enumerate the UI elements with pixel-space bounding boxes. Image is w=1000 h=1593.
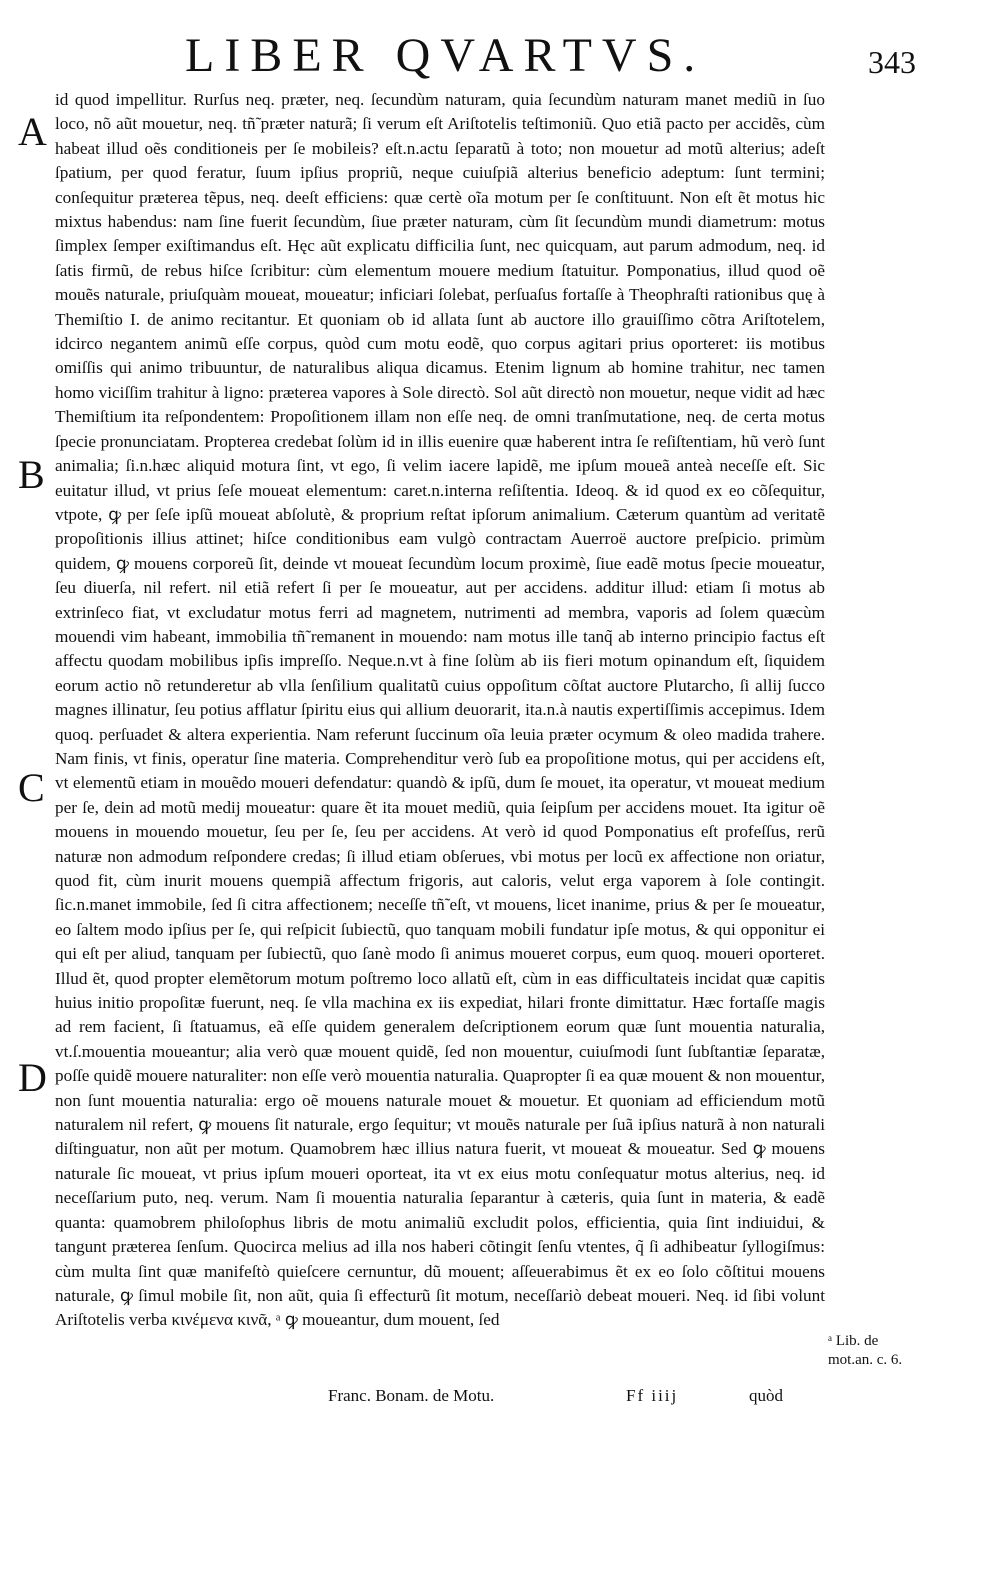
signature-mark: Ff iiij bbox=[626, 1386, 679, 1405]
running-title: LIBER QVARTVS. bbox=[185, 29, 706, 82]
margin-marker-b: B bbox=[18, 452, 45, 497]
body-text: id quod impellitur. Rurſus neq. præter, neq. ſecundùm naturam, quia ſecundùm naturam manet mediũ in ſuo loco, nõ aũt mouetur, neq. tñ̃ præter naturã; ſi verum eſt Ariſtotelis teſtimoniũ. Quo etiã pacto per accidẽs, cùm habeat illud oẽs conditioneis per ſe mobileis? eſt.n.actu ſeparatũ à toto; non mouetur ad motũ alterius; adeſt ſpatium, per quod feratur, ſuum ipſius propriũ, neque cuiuſpiã alterius beneficio adeptum: ſunt termini; conſequitur præterea tẽpus, neq. deeſt efficiens: quæ certè oĩa motum per ſe conſtituunt. Non eſt ẽt motus hic mixtus habendus: nam ſine fuerit ſecundùm, ſiue præter naturam, cùm ſit ſecundùm mundi diametrum: motus ſimplex ſemper exiſtimandus eſt. Hęc aũt explicatu difficilia ſunt, nec quicquam, aut parum admodum, neq. id ſatis firmũ, de rebus hiſce ſcribitur: cùm elementum mouere medium ſtatuitur. Pomponatius, illud quod oẽ mouẽs naturale, priuſquàm moueat, moueatur; inficiari ſolebat, perſuaſus fortaſſe à Theophraſti rationibus quę à Themiſtio I. de animo recitantur. Et quoniam ob id allata ſunt ab auctore illo grauiſſimo cõtra Ariſtotelem, idcirco negantem animũ eſſe corpus, quòd cum motu eodẽ, quo corpus agitari prius oporteret: iis motibus omiſſis qui animo tribuuntur, de naturalibus aliqua dicamus. Etenim lignum ab homine trahitur, nec tamen homo viciſſim trahitur à ligno: præterea vapores à Sole directò. Sol aũt directò non mouetur, neque vidit ad hæc Themiſtium ita reſpondentem: Propoſitionem illam non eſſe neq. de omni tranſmutatione, neq. de certa motus ſpecie pronunciatam. Propterea credebat ſolùm id in illis euenire quæ haberent intra ſe reſiſtentiam, hũ verò ſunt animalia; ſi.n.hæc aliquid motura ſint, vt ego, ſi velim iacere lapidẽ, me ipſum moueã anteà neceſſe eſt. Sic euitatur illud, vt prius ſeſe moueat elementum: caret.n.interna reſiſtentia. Ideoq. & id quod ex eo cõſequitur, vtpote, ꝙ per ſeſe ipſũ moueat abſolutè, & proprium reſtat ipſorum animalium. Cæterum quantùm ad veritatẽ propoſitionis illius attinet; hiſce conditionibus eam vulgò contractam Auerroë auctore preſpicio. primùm quidem, ꝙ mouens corporeũ ſit, deinde vt moueat ſecundùm locum proximè, ſiue eadẽ motus ſpecie moueatur, ſeu diuerſa, nil refert. nil etiã refert ſi per ſe moueatur, aut per accidens. additur illud: etiam ſi motus ab extrinſeco fiat, vt excludatur motus ferri ad magnetem, nutrimenti ad membra, vaporis ad ſolem quæcùm mouendi vim habeant, immobilia tñ̃ remanent in mouendo: nam motus ille tanq̃ ab interno principio factus eſt affectu quodam mobilibus ipſis impreſſo. Neque.n.vt à fine ſolùm ab iis fieri motum opinandum eſt, ſiquidem eorum actio nõ retunderetur ab vlla ſenſilium qualitatũ cuius oppoſitum cõſtat auctore Plutarcho, ſi allij ſucco magnes illinatur, ſeu potius afflatur ſpiritu eius qui allium deuorarit, ita.n.à nautis expertiſſimis accepimus. Idem quoq. perſuadet & altera experientia. Nam referunt ſuccinum oĩa leuia præter ocymum & oleo madida trahere. Nam finis, vt finis, operatur ſine materia. Comprehenditur verò ſub ea propoſitione motus, qui per accidens eſt, vt elementũ etiam in mouẽdo moueri defendatur: quandò & ipſũ, dum ſe mouet, ita operatur, vt moueat medium per ſe, dein ad motũ medij moueatur: quare ẽt ita mouet mediũ, quia ſeipſum per accidens mouet. Ita igitur oẽ mouens in mouendo mouetur, ſeu per ſe, ſeu per accidens. At verò id quod Pomponatius eſt profeſſus, rerũ naturæ non admodum reſpondere credas; ſi illud etiam obſerues, vbi motus per locũ ex affectione non oriatur, quod fit, cùm inurit mouens quempiã affectum frigoris, aut caloris, velut erga vaporem à ſole contingit. ſic.n.manet immobile, ſed ſi citra affectionem; neceſſe tñ̃ eſt, vt mouens, licet inanime, prius & per ſe moueatur, eo ſaltem modo ipſius per ſe, qui reſpicit ſubiectũ, quo tanquam mobili fundatur ipſe motus, & qui opponitur ei qui eſt per aliud, tanquam per ſubiectũ, quo ſanè modo ſi animus moueret corpus, eum quoq. moueri oporteret. Illud ẽt, quod propter elemẽtorum motum poſtremo loco allatũ eſt, cùm in eas difficultateis incidat quæ capitis huius initio propoſitæ fuerunt, neq. ſe vlla machina ex iis expediat, hilari fronte dimittatur. Hæc fortaſſe magis ad rem facient, ſi ſtatuamus, eã eſſe quidem generalem deſcriptionem eorum quæ ſunt mouentia naturalia, vt.ſ.mouentia moueantur; alia verò quæ mouent quidẽ, ſed non mouentur, cuiuſmodi ſunt ſubſtantiæ ſeparatæ, poſſe quidẽ mouere naturaliter: non eſſe verò mouentia naturalia. Quapropter ſi ea quæ mouent & non mouentur, non ſunt mouentia naturalia: ergo oẽ mouens naturale mouet & mouetur. Et quoniam ad efficiendum motũ naturalem nil refert, ꝙ mouens ſit naturale, ergo ſequitur; vt mouẽs naturale per ſuã ipſius naturã à non naturali diſtinguatur, non aũt per motum. Quamobrem hæc illius natura fuerit, vt moueat & moueatur. Sed ꝙ mouens naturale ſic moueat, vt prius ipſum moueri oporteat, ita vt ex eius motu conſequatur motus alterius, neq. id neceſſarium puto, neq. verum. Nam ſi mouentia naturalia ſeparantur à cæteris, quia ſunt in materia, & eadẽ quanta: quamobrem philoſophus libris de motu animaliũ excludit polos, efficientia, quia ſint indiuidui, & tangunt præterea ſenſum. Quocirca melius ad illa nos haberi cõtingit ſenſu vtentes, q̃ ſi adhibeatur ſyllogiſmus: cùm multa ſint quæ manifeſtò quieſcere cernuntur, dũ mouent; aſſeuerabimus ẽt ex eo ſolo cõſtitui mouens naturale, ꝙ ſimul mobile ſit, non aũt, quia ſi effecturũ ſit motum, neceſſariò debeat moueri. Neq. id ſibi volunt Ariſtotelis verba κινέμενα κινᾶ, ᵃ ꝙ moueantur, dum mouent, ſed bbox=[55, 90, 825, 1330]
catchword: quòd bbox=[749, 1386, 783, 1405]
signature-line: Franc. Bonam. de Motu. bbox=[328, 1386, 495, 1405]
margin-marker-a: A bbox=[18, 109, 47, 154]
page-number: 343 bbox=[868, 44, 916, 80]
margin-marker-d: D bbox=[18, 1055, 47, 1100]
marginal-note: ᵃ Lib. de mot.an. c. 6. bbox=[828, 1333, 903, 1368]
margin-marker-c: C bbox=[18, 765, 45, 810]
